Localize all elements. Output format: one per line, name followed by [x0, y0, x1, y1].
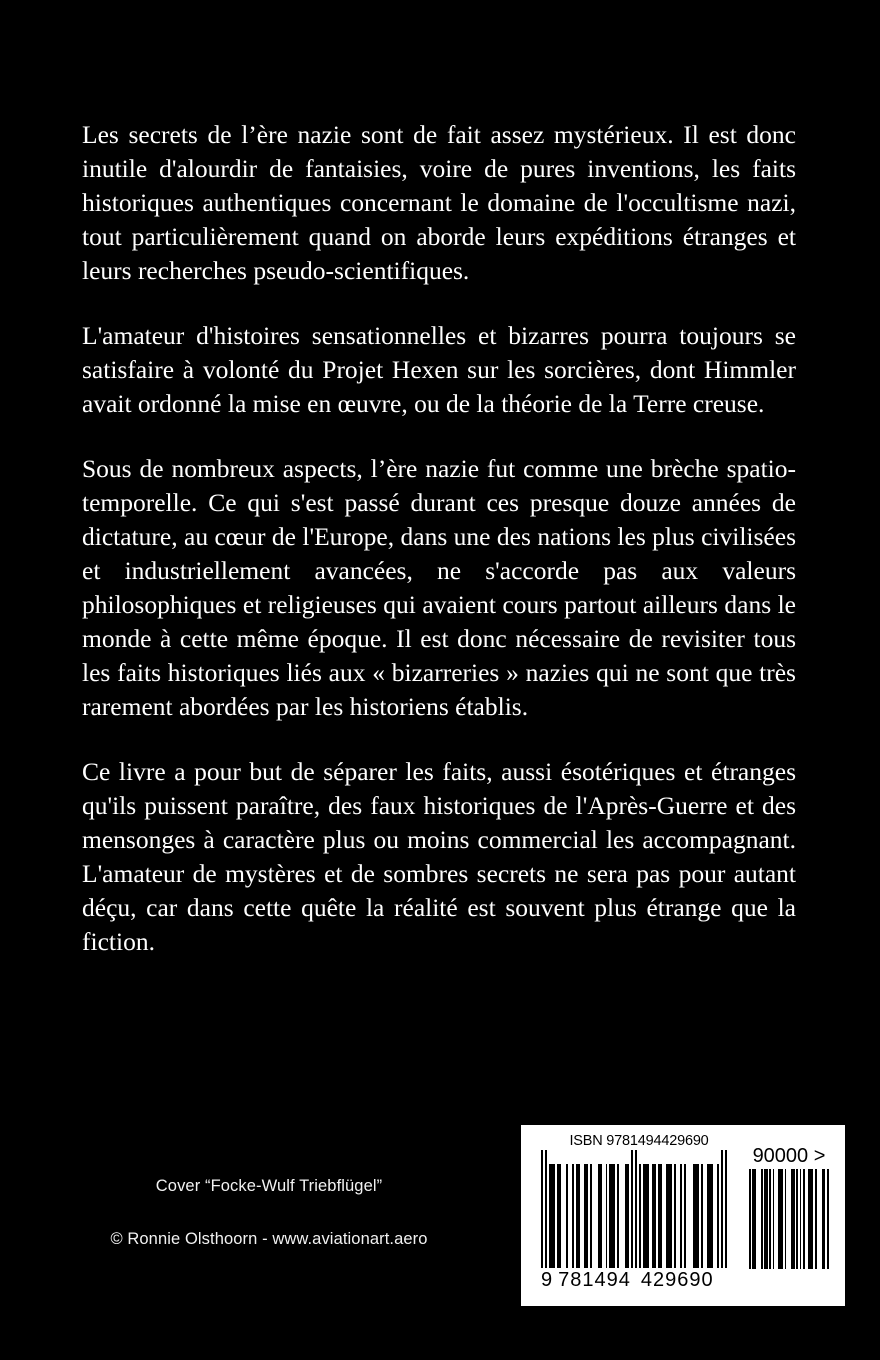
ean5-addon-text — [749, 1145, 829, 1167]
ean13-bars — [541, 1150, 737, 1268]
blurb-paragraph-2: L'amateur d'histoires sensationnelles et bizarres pourra toujours se satisfaire à volonté du Projet Hexen sur les sorcières, dont Himmler avait ordonné la mise en œuvre, ou de la théorie de la Terre creuse. — [82, 321, 796, 418]
cover-artist-credit: © Ronnie Olsthoorn - www.aviationart.aero — [110, 1230, 428, 1248]
ean5-bars — [749, 1169, 829, 1269]
ean13-barcode — [541, 1133, 737, 1291]
cover-credits — [40, 1176, 498, 1249]
blurb-paragraph-4: Ce livre a pour but de séparer les faits, aussi ésotériques et étranges qu'ils puissent paraître, des faux historiques de l'Après-Guerre et des mensonges à caractère plus ou moins commercial les accompagnant. L'amateur de mystères et de sombres secrets ne sera pas pour autant déçu, car dans cette quête la réalité est souvent plus étrange que la fiction. — [82, 757, 796, 956]
ean13-digits — [541, 1269, 737, 1291]
ean5-addon-value: 90000 — [752, 1145, 809, 1167]
ean13-left-group: 781494 — [558, 1269, 631, 1291]
isbn-text: ISBN 9781494429690 — [569, 1133, 709, 1149]
ean13-right-group: 429690 — [640, 1269, 714, 1291]
blurb-paragraph-3: Sous de nombreux aspects, l’ère nazie fut comme une brèche spatio-temporelle. Ce qui s'est passé durant ces presque douze années de dictature, au cœur de l'Europe, dans une des nations les plus civilisées et industriellement avancées, ne s'accorde pas aux valeurs philosophiques et religieuses qui avaient cours partout ailleurs dans le monde à cette même époque. Il est donc nécessaire de revisiter tous les faits historiques liés aux « bizarreries » nazies qui ne sont que très rarement abordées par les historiens établis. — [82, 454, 796, 721]
cover-artwork-title: Cover “Focke-Wulf Triebflügel” — [155, 1177, 383, 1195]
ean5-addon-terminator: > — [813, 1145, 826, 1167]
isbn-barcode-label — [521, 1125, 845, 1306]
blurb-paragraph-1: Les secrets de l’ère nazie sont de fait assez mystérieux. Il est donc inutile d'alourdir de fantaisies, voire de pures inventions, les faits historiques authentiques concernant le domaine de l'occultisme nazi, tout particulièrement quand on aborde leurs expéditions étranges et leurs recherches pseudo-scientifiques. — [82, 120, 796, 285]
ean5-addon — [749, 1145, 829, 1269]
ean13-lead-digit: 9 — [541, 1269, 554, 1291]
back-cover-blurb — [82, 118, 796, 959]
